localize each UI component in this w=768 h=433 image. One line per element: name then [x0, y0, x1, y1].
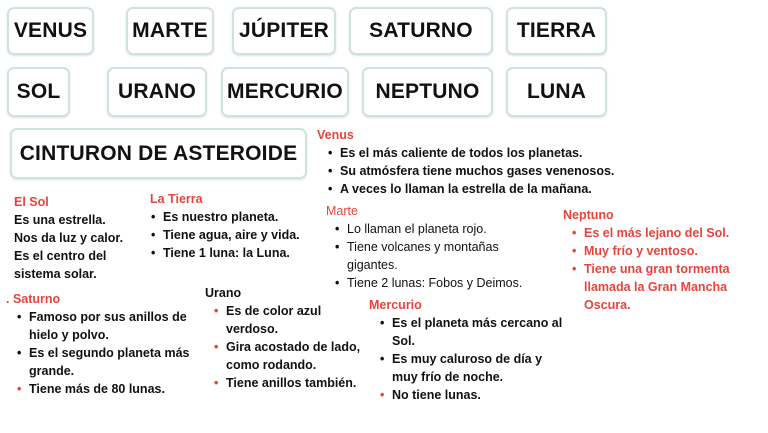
marte-heading: Marte — [326, 204, 358, 218]
card-urano[interactable]: URANO — [107, 67, 207, 117]
list-item: • No tiene lunas. — [379, 386, 564, 404]
list-item: • Lo llaman el planeta rojo. — [334, 220, 541, 238]
card-jupiter[interactable]: JÚPITER — [232, 7, 336, 55]
sol-description — [14, 193, 139, 283]
list-item: • Es muy caluroso de día y muy frío de noche. — [379, 350, 564, 386]
list-item: • Es el más lejano del Sol. — [571, 224, 763, 242]
list-item: • A veces lo llaman la estrella de la mañana. — [327, 180, 657, 198]
list-item: • Tiene más de 80 lunas. — [16, 380, 206, 398]
list-item: • Es el más caliente de todos los planetas. — [327, 144, 657, 162]
card-mercurio[interactable]: MERCURIO — [221, 67, 349, 117]
sol-line: Nos da luz y calor. — [14, 231, 124, 245]
list-item: • Famoso por sus anillos de hielo y polvo. — [16, 308, 206, 344]
card-venus[interactable]: VENUS — [7, 7, 94, 55]
card-cinturon-de-asteroide[interactable]: CINTURON DE ASTEROIDE — [10, 128, 307, 179]
list-item: • Tiene 1 luna: la Luna. — [150, 244, 310, 262]
sol-heading: El Sol — [14, 195, 49, 209]
card-luna[interactable]: LUNA — [506, 67, 607, 117]
venus-description — [317, 126, 657, 198]
mercurio-description — [369, 296, 564, 404]
list-item: • Es el planeta más cercano al Sol. — [379, 314, 564, 350]
urano-heading: Urano — [205, 286, 242, 300]
sol-line: sistema solar. — [14, 267, 97, 281]
tierra-description — [150, 190, 310, 262]
card-tierra[interactable]: TIERRA — [506, 7, 607, 55]
saturno-heading: . Saturno — [6, 292, 61, 306]
list-item: • Es de color azul verdoso. — [213, 302, 370, 338]
list-item: • Muy frío y ventoso. — [571, 242, 763, 260]
list-item: • Tiene anillos también. — [213, 374, 370, 392]
saturno-description — [6, 290, 206, 398]
list-item: • Tiene agua, aire y vida. — [150, 226, 310, 244]
list-item: • Gira acostado de lado, como rodando. — [213, 338, 370, 374]
marte-description — [326, 202, 541, 292]
venus-heading: Venus — [317, 128, 354, 142]
list-item: • Tiene una gran tormenta llamada la Gran Mancha Oscura. — [571, 260, 763, 314]
sol-line: Es el centro del — [14, 249, 107, 263]
card-sol[interactable]: SOL — [7, 67, 70, 117]
neptuno-description — [563, 206, 763, 314]
urano-description — [205, 284, 370, 392]
sol-line: Es una estrella. — [14, 213, 106, 227]
list-item: • Su atmósfera tiene muchos gases venenosos. — [327, 162, 657, 180]
card-neptuno[interactable]: NEPTUNO — [362, 67, 493, 117]
list-item: • Es el segundo planeta más grande. — [16, 344, 206, 380]
list-item: • Tiene 2 lunas: Fobos y Deimos. — [334, 274, 541, 292]
list-item: • Tiene volcanes y montañas gigantes. — [334, 238, 541, 274]
card-marte[interactable]: MARTE — [126, 7, 214, 55]
tierra-heading: La Tierra — [150, 192, 203, 206]
card-saturno[interactable]: SATURNO — [349, 7, 493, 55]
mercurio-heading: Mercurio — [369, 298, 422, 312]
list-item: • Es nuestro planeta. — [150, 208, 310, 226]
neptuno-heading: Neptuno — [563, 208, 614, 222]
